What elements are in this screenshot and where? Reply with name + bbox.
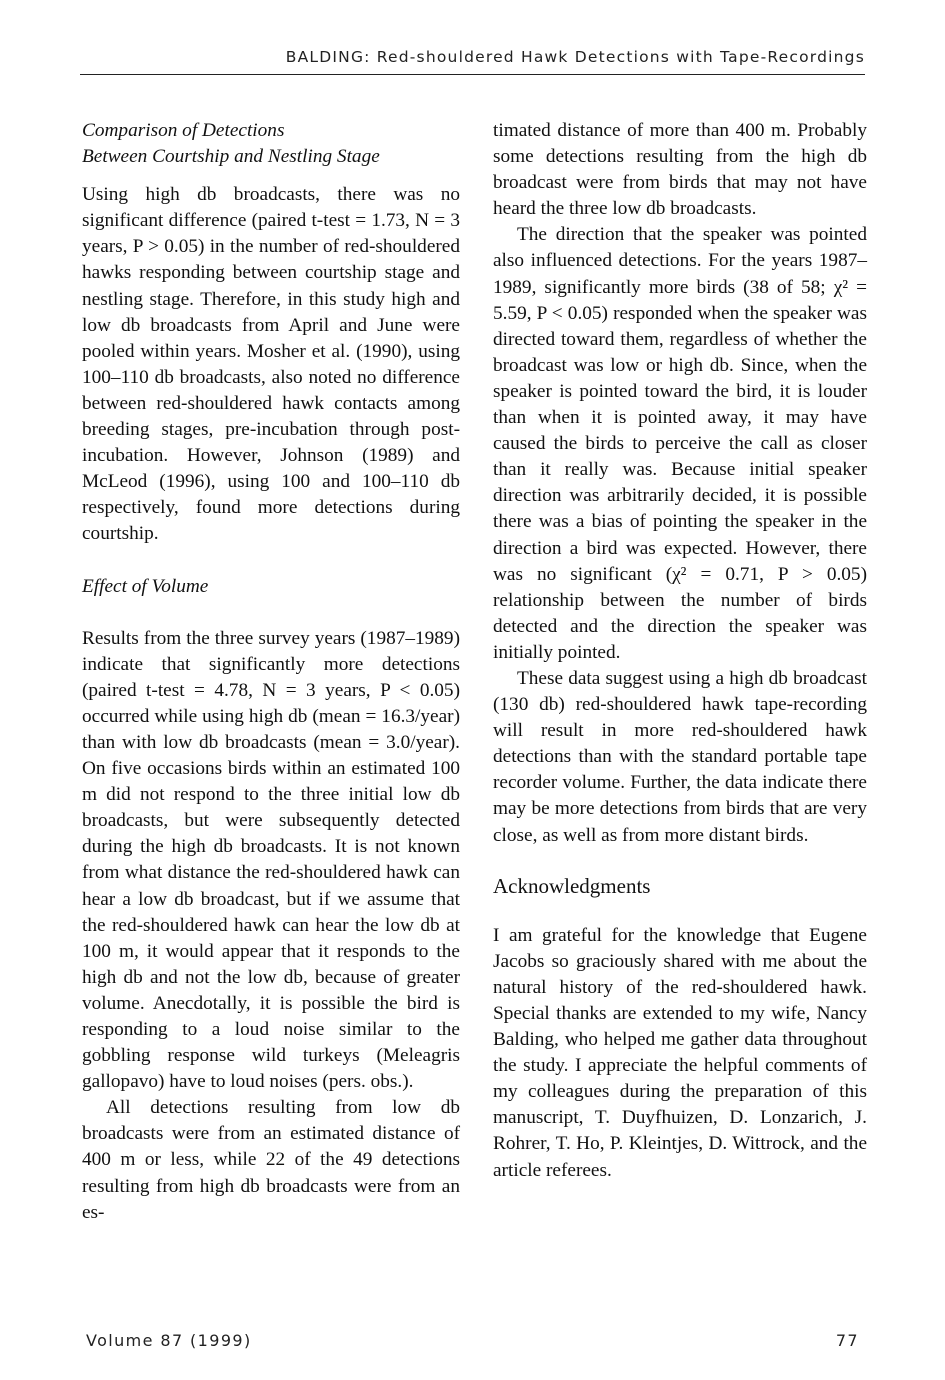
paragraph-acknowledgments: I am grateful for the knowledge that Eugene Jacobs so graciously shared with me about the natural history of the red-shouldered hawk. Special thanks are extended to my wife, Nancy Balding, who helped me gather data throughout the study. I appreciate the helpful comments of my colleagues during the preparation of this manuscript, T. Duyfhuizen, D. Lonzarich, J. Rohrer, T. Ho, P. Kleintjes, D. Wittrock, and the article referees. (493, 924, 867, 1181)
footer-volume: Volume 87 (1999) (86, 1331, 252, 1350)
running-header: BALDING: Red-shouldered Hawk Detections with Tape-Recordings (285, 48, 865, 66)
paragraph-comparison: Using high db broadcasts, there was no significant difference (paired t-test = 1.73, N = 3 years, P > 0.05) in the number of red-shouldered hawks responding between courtship stage and nestling stage. Therefore, in this study high and low db broadcasts from April and June were pooled within years. Mosher et al. (1990), using 100–110 db broadcasts, also noted no difference between red-shouldered hawk contacts among breeding stages, pre-incubation through post-incubation. However, Johnson (1989) and McLeod (1996), using 100 and 100–110 db respectively, found more detections during courtship. (82, 184, 460, 545)
paragraph-volume-results: Results from the three survey years (1987–1989) indicate that significantly more detections (paired t-test = 4.78, N = 3 years, P < 0.05) occurred while using high db (mean = 16.3/year) than with low db broadcasts (mean = 3.0/year). On five occasions birds within an estimated 100 m did not respond to the three initial low db broadcasts, but were subsequently detected during the high db broadcasts. It is not known from what distance the red-shouldered hawk can hear a low db broadcast, but if we assume that the red-shouldered hawk can hear the low db at 100 m, it would appear that it responds to the high db and not the low db, because of greater volume. Anecdotally, it is possible the bird is responding to a loud noise similar to the gobbling response wild turkeys (Meleagris gallopavo) have to loud noises (pers. obs.). (82, 627, 460, 1093)
paragraph-speaker-direction: The direction that the speaker was pointed also influenced detections. For the years 1987–1989, significantly more birds (38 of 58; χ² = 5.59, P < 0.05) responded when the speaker was directed toward them, regardless of whether the broadcast was low or high db. Since, when the speaker is pointed toward the bird, it is louder than when it is pointed away, it may have caused the birds to perceive the call as closer than it really was. Because initial speaker direction was arbitrarily decided, it is possible there was a bias of pointing the speaker in the direction a bird was expected. However, there was no significant (χ² = 0.71, P > 0.05) relationship between the number of birds detected and the direction the speaker was initially pointed. (493, 224, 867, 663)
right-column (493, 118, 867, 1184)
section-heading-line-2: Between Courtship and Nestling Stage (82, 146, 380, 168)
section-heading-effect-of-volume: Effect of Volume (82, 575, 209, 597)
section-heading-comparison (82, 118, 460, 170)
footer-page-number: 77 (835, 1331, 859, 1350)
paragraph-continued: timated distance of more than 400 m. Probably some detections resulting from the high db broadcast were from birds that may not have heard the three low db broadcasts. (493, 120, 867, 220)
paragraph-detection-distance: All detections resulting from low db broadcasts were from an estimated distance of 400 m or less, while 22 of the 49 detections resulting from high db broadcasts were from an es- (82, 1097, 460, 1223)
header-rule (80, 74, 865, 75)
section-heading-line-1: Comparison of Detections (82, 120, 285, 141)
paragraph-conclusion: These data suggest using a high db broadcast (130 db) red-shouldered hawk tape-recording will result in more red-shouldered hawk detections than with the standard portable tape recorder volume. Further, the data indicate there may be more detections from birds that are very close, as well as from more distant birds. (493, 667, 867, 846)
left-column (82, 118, 460, 1226)
acknowledgments-heading: Acknowledgments (493, 873, 651, 898)
